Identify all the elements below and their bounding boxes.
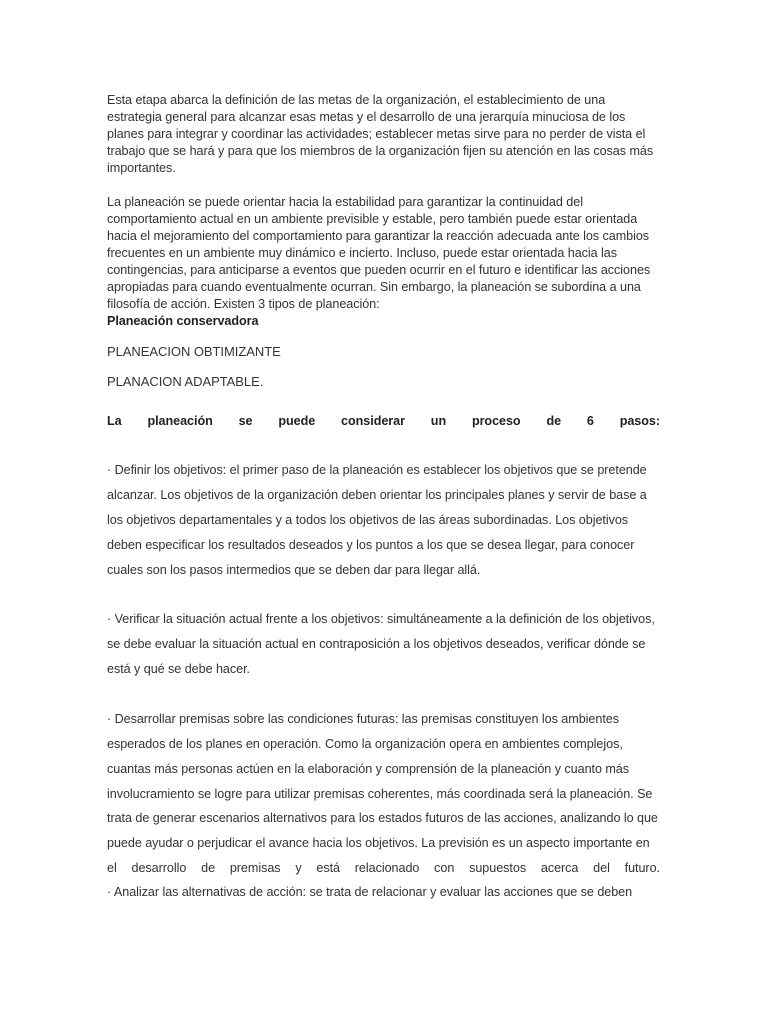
process-steps-heading bbox=[107, 413, 660, 430]
text-line: los objetivos departamentales y a todos los objetivos de las áreas subordinadas. Los objetivos bbox=[107, 513, 629, 527]
text-line: apropiadas para cuando eventualmente ocurran. Sin embargo, la planeación se subordina a una bbox=[107, 280, 641, 294]
text-line: contingencias, para anticiparse a eventos que pueden ocurrir en el futuro e identificar las acciones bbox=[107, 263, 651, 277]
text-line: importantes. bbox=[107, 161, 176, 175]
word: futuro. bbox=[624, 861, 660, 875]
text-line: está y qué se debe hacer. bbox=[107, 662, 250, 676]
heading-word: 6 bbox=[586, 414, 594, 428]
word: supuestos bbox=[469, 861, 527, 875]
word: del bbox=[593, 861, 610, 875]
text-line: planes para integrar y coordinar las actividades; establecer metas sirve para no perder de vista el bbox=[107, 127, 646, 141]
word: acerca bbox=[540, 861, 579, 875]
word: relacionado bbox=[354, 861, 420, 875]
text-line: · Definir los objetivos: el primer paso de la planeación es establecer los objetivos que se pretende bbox=[107, 463, 647, 477]
text-line: se debe evaluar la situación actual en contraposición a los objetivos deseados, verificar dónde se bbox=[107, 637, 646, 651]
heading-word: de bbox=[546, 414, 562, 428]
heading-word: La bbox=[107, 414, 122, 428]
text-line: filosofía de acción. Existen 3 tipos de planeación: bbox=[107, 297, 380, 311]
text-line: esperados de los planes en operación. Como la organización opera en ambientes complejos, bbox=[107, 737, 623, 751]
text-line: alcanzar. Los objetivos de la organización deben orientar los principales planes y servir de base a bbox=[107, 488, 647, 502]
word: el bbox=[107, 861, 117, 875]
word: y bbox=[295, 861, 302, 875]
text-line: cuales son los pasos intermedios que se deben dar para llegar allá. bbox=[107, 563, 481, 577]
word: está bbox=[316, 861, 340, 875]
text-line: puede ayudar o perjudicar el avance hacia los objetivos. La previsión es un aspecto importante en bbox=[107, 836, 650, 850]
heading-word: planeación bbox=[147, 414, 213, 428]
word: desarrollo bbox=[131, 861, 187, 875]
word: con bbox=[434, 861, 455, 875]
text-line: deben especificar los resultados deseados y los puntos a los que se desea llegar, para conocer bbox=[107, 538, 635, 552]
heading-word: proceso bbox=[471, 414, 521, 428]
heading-planeacion-conservadora: Planeación conservadora bbox=[107, 314, 259, 328]
text-line: comportamiento actual en un ambiente previsible y estable, pero también puede estar orientada bbox=[107, 212, 638, 226]
text-line: · Analizar las alternativas de acción: se trata de relacionar y evaluar las acciones que se deben bbox=[107, 885, 633, 899]
text-line: frecuentes en un ambiente muy dinámico e incierto. Incluso, puede estar orientada hacia las bbox=[107, 246, 617, 260]
text-line: trabajo que se hará y para que los miembros de la organización fijen su atención en las cosas más bbox=[107, 144, 654, 158]
text-line: estrategia general para alcanzar esas metas y el desarrollo de una jerarquía minuciosa de los bbox=[107, 110, 626, 124]
heading-word: un bbox=[430, 414, 447, 428]
text-line-justified bbox=[107, 860, 660, 877]
heading-word: considerar bbox=[341, 414, 405, 428]
heading-word: se bbox=[238, 414, 253, 428]
heading-planeacion-obtimizante: PLANEACION OBTIMIZANTE bbox=[107, 344, 281, 359]
heading-planacion-adaptable: PLANACION ADAPTABLE. bbox=[107, 374, 264, 389]
heading-word: pasos: bbox=[619, 414, 660, 428]
word: de bbox=[201, 861, 216, 875]
text-line: cuantas más personas actúen en la elaboración y comprensión de la planeación y cuanto más bbox=[107, 762, 630, 776]
word: premisas bbox=[229, 861, 281, 875]
text-line: Esta etapa abarca la definición de las metas de la organización, el establecimiento de una bbox=[107, 93, 606, 107]
text-line: La planeación se puede orientar hacia la estabilidad para garantizar la continuidad del bbox=[107, 195, 583, 209]
text-line: · Verificar la situación actual frente a los objetivos: simultáneamente a la definición de los objetivos, bbox=[107, 612, 655, 626]
text-line: involucramiento se logre para utilizar premisas coherentes, más coordinada será la planeación. Se bbox=[107, 787, 653, 801]
heading-word: puede bbox=[278, 414, 316, 428]
text-line: trata de generar escenarios alternativos para los estados futuros de las acciones, analizando lo que bbox=[107, 811, 658, 825]
text-line: hacia el mejoramiento del comportamiento para garantizar la reacción adecuada ante los cambios bbox=[107, 229, 650, 243]
text-line: · Desarrollar premisas sobre las condiciones futuras: las premisas constituyen los ambientes bbox=[107, 712, 619, 726]
